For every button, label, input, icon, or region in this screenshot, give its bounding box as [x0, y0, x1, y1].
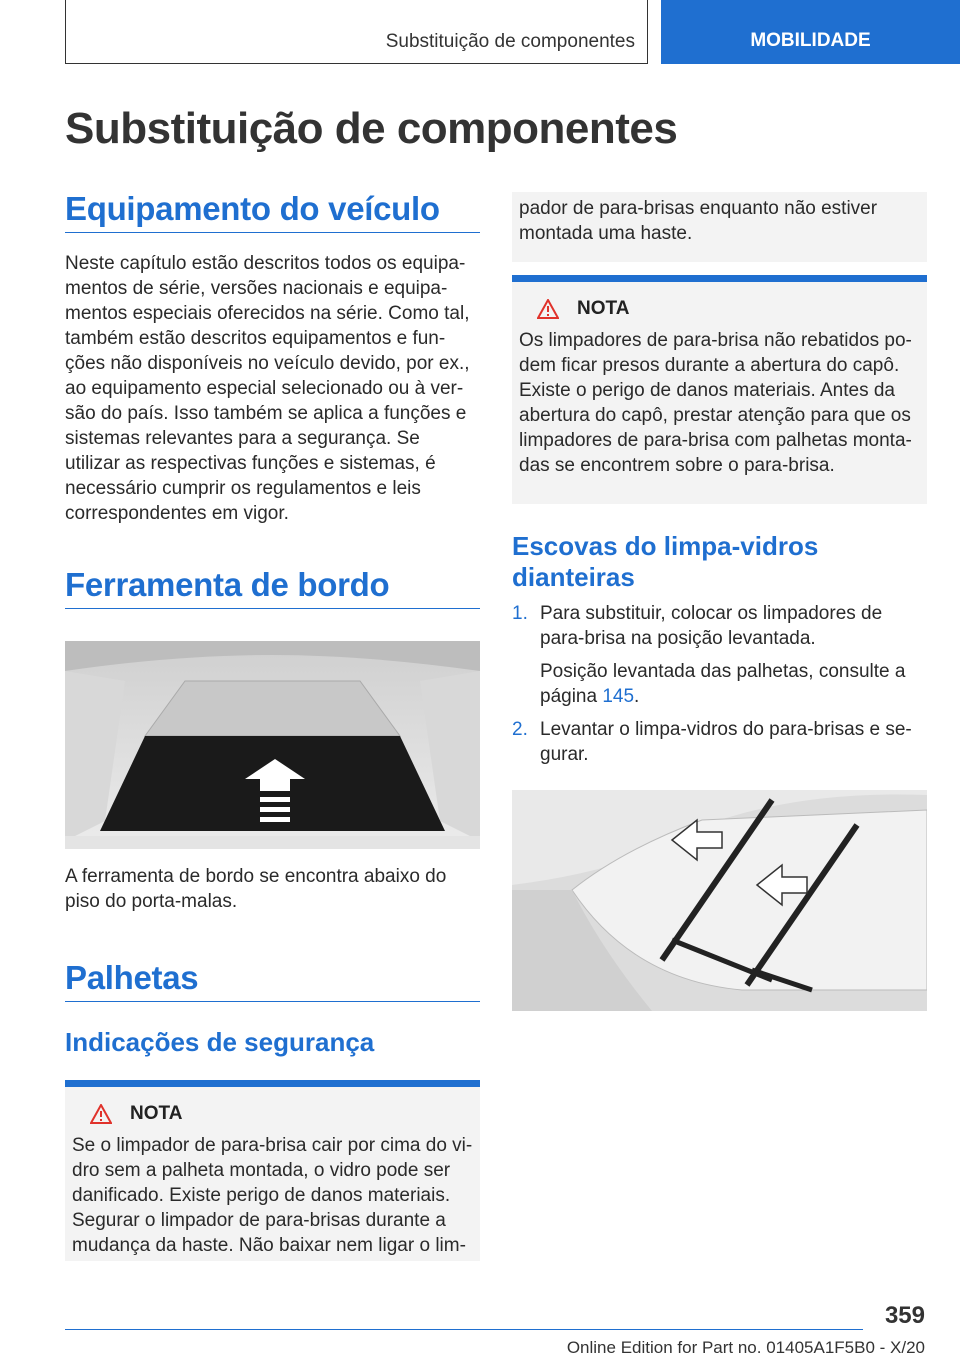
page-number: 359 — [884, 1302, 925, 1329]
note-1-continued-text: pador de para-brisas enquanto não estiver montada uma haste. — [519, 198, 878, 244]
warning-triangle-icon — [537, 299, 559, 319]
note-2-label: NOTA — [577, 298, 630, 319]
step-1-sub-suffix: . — [634, 686, 640, 707]
note-box-1 — [65, 1080, 480, 1261]
heading-indicacoes: Indicações de segurança — [65, 1027, 375, 1057]
header-section-title: Substituição de componentes — [385, 31, 635, 52]
note-1-label: NOTA — [130, 1103, 183, 1124]
note-box-2 — [512, 275, 927, 504]
heading-escovas: Escovas do limpa-vidros dianteiras — [512, 531, 819, 592]
wiper-image — [512, 790, 927, 1011]
right-column — [512, 192, 927, 1011]
note-2-text: Os limpadores de para-brisa não rebatidos po-dem ficar presos durante a abertura do capô. Existe o perigo de danos materiais. Antes da abertura do capô, prestar atenção para que os limpadores de para-brisa com palhetas monta-das se encontrem sobre o para-brisa. — [519, 330, 912, 476]
step-1-sub-prefix: Posição levantada das palhetas, consulte a página — [540, 661, 906, 707]
step-1 — [512, 601, 927, 709]
step-1-number: 1. — [512, 603, 528, 624]
heading-equipamento: Equipamento do veículo — [65, 190, 480, 233]
footer-edition: Online Edition for Part no. 01405A1F5B0 - X/20 — [566, 1338, 925, 1357]
paragraph-ferramenta: A ferramenta de bordo se encontra abaixo do piso do porta-malas. — [65, 866, 447, 912]
page-link-145[interactable]: 145 — [602, 686, 635, 707]
left-column — [65, 190, 480, 1261]
page-title: Substituição de componentes — [65, 104, 678, 153]
trunk-image — [65, 641, 480, 849]
note-box-1-continued — [512, 192, 927, 262]
step-1-subtext — [540, 659, 927, 709]
heading-ferramenta: Ferramenta de bordo — [65, 566, 480, 609]
step-2-number: 2. — [512, 719, 528, 740]
note-1-text: Se o limpador de para-brisa cair por cima do vi-dro sem a palheta montada, o vidro pode ser danificado. Existe perigo de danos materiais. Segurar o limpador de para-brisas durante a mudança da haste. Não baixar nem ligar o lim- — [72, 1135, 473, 1256]
paragraph-equipamento: Neste capítulo estão descritos todos os equipa-mentos de série, versões nacionais e equipa-mentos especiais oferecidos na série. Como tal, também estão descritos equipamentos e fun-ções não disponíveis no veículo devido, por ex., ao equipamento especial selecionado ou à ver-são do país. Isso também se aplica a funções e sistemas relevantes para a segurança. Se utilizar as respectivas funções e sistemas, é necessário cumprir os regulamentos e leis correspondentes em vigor. — [65, 253, 470, 524]
step-1-text: Para substituir, colocar os limpadores de para-brisa na posição levantada. — [540, 603, 883, 649]
footer-divider — [65, 1329, 863, 1330]
warning-triangle-icon — [90, 1104, 112, 1124]
step-2 — [512, 717, 927, 767]
step-2-text: Levantar o limpa-vidros do para-brisas e se-gurar. — [540, 719, 912, 765]
header-tab-mobilidade[interactable]: MOBILIDADE — [661, 0, 960, 64]
heading-palhetas: Palhetas — [65, 959, 480, 1002]
